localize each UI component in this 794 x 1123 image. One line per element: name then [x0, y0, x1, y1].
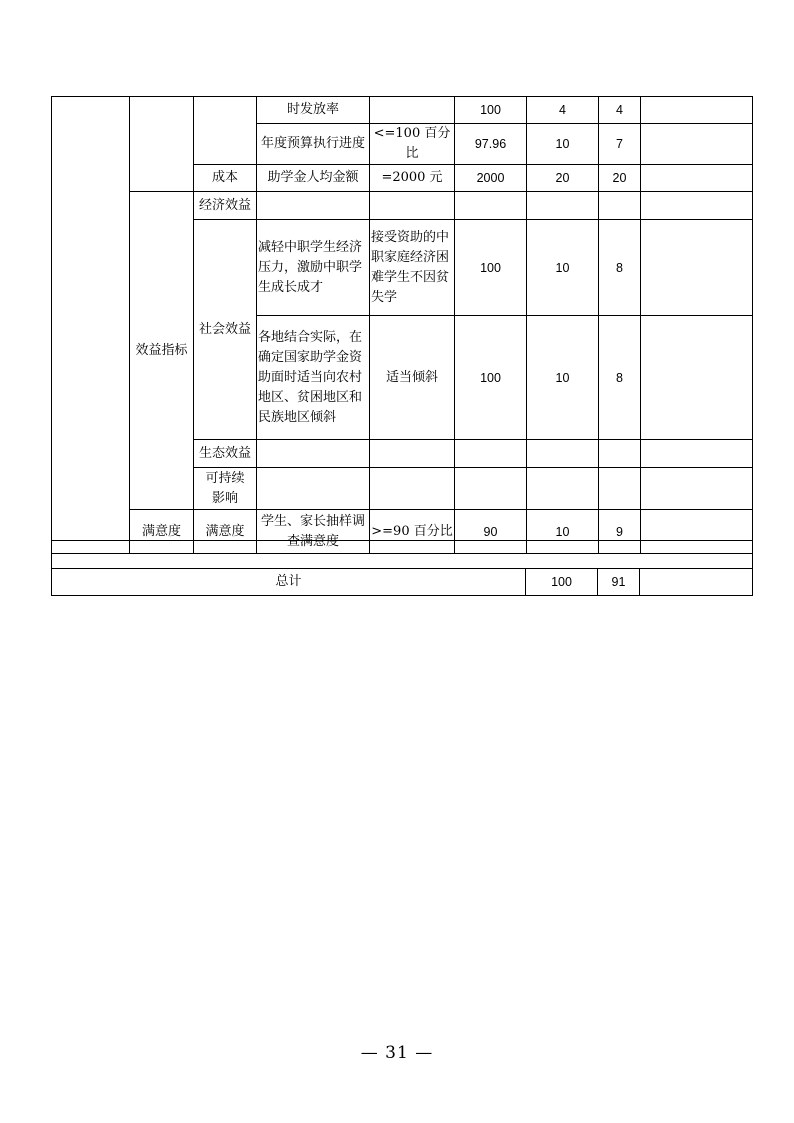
total-label: 总计: [52, 569, 526, 596]
page-number: — 31 —: [360, 1043, 434, 1063]
indicator-cell: 学生、家长抽样调查满意度: [257, 510, 370, 554]
score-cell: 8: [599, 316, 641, 440]
target-cell: [370, 440, 455, 468]
indicator-cell: 时发放率: [257, 97, 370, 124]
level2-cell: 满意度: [130, 510, 194, 554]
level3-cell: 可持续影响: [194, 468, 257, 510]
weight-cell: 10: [527, 220, 599, 316]
score-cell: [599, 192, 641, 220]
level2-cell: 效益指标: [130, 192, 194, 510]
table-row: [52, 192, 753, 220]
score-cell: 9: [599, 510, 641, 554]
level3-cell: 经济效益: [194, 192, 257, 220]
note-cell: [641, 440, 753, 468]
level1-cell: [52, 97, 130, 554]
level2-cell: [130, 97, 194, 192]
weight-cell: 20: [527, 165, 599, 192]
target-cell: [370, 97, 455, 124]
actual-cell: 100: [455, 220, 527, 316]
indicator-cell: 各地结合实际，在确定国家助学金资助面时适当向农村地区、贫困地区和民族地区倾斜: [257, 316, 370, 440]
actual-cell: 100: [455, 316, 527, 440]
actual-cell: 100: [455, 97, 527, 124]
score-cell: [599, 468, 641, 510]
note-cell: [641, 97, 753, 124]
level3-cell: 社会效益: [194, 220, 257, 440]
score-cell: [599, 440, 641, 468]
total-score: 91: [598, 569, 640, 596]
score-cell: 4: [599, 97, 641, 124]
indicator-cell: [257, 192, 370, 220]
total-weight: 100: [526, 569, 598, 596]
note-cell: [641, 468, 753, 510]
actual-cell: 90: [455, 510, 527, 554]
performance-table: [51, 96, 753, 554]
actual-cell: 2000: [455, 165, 527, 192]
target-cell: >=90 百分比: [370, 510, 455, 554]
blank-row: [52, 541, 753, 569]
weight-cell: [527, 192, 599, 220]
note-cell: [641, 316, 753, 440]
weight-cell: [527, 468, 599, 510]
blank-cell: [52, 541, 753, 569]
actual-cell: 97.96: [455, 124, 527, 165]
weight-cell: 10: [527, 510, 599, 554]
weight-cell: [527, 440, 599, 468]
note-cell: [641, 165, 753, 192]
weight-cell: 10: [527, 316, 599, 440]
score-cell: 8: [599, 220, 641, 316]
total-note: [640, 569, 753, 596]
target-cell: =2000 元: [370, 165, 455, 192]
level3-cell: 满意度: [194, 510, 257, 554]
actual-cell: [455, 468, 527, 510]
target-cell: [370, 468, 455, 510]
target-cell: 适当倾斜: [370, 316, 455, 440]
score-cell: 7: [599, 124, 641, 165]
total-row: [52, 569, 753, 596]
actual-cell: [455, 440, 527, 468]
note-cell: [641, 192, 753, 220]
total-table: [51, 540, 753, 596]
level3-cell: 生态效益: [194, 440, 257, 468]
indicator-cell: [257, 468, 370, 510]
target-cell: <=100 百分比: [370, 124, 455, 165]
note-cell: [641, 124, 753, 165]
actual-cell: [455, 192, 527, 220]
weight-cell: 10: [527, 124, 599, 165]
level3-cell: 成本: [194, 165, 257, 192]
target-cell: [370, 192, 455, 220]
indicator-cell: 年度预算执行进度: [257, 124, 370, 165]
indicator-cell: 助学金人均金额: [257, 165, 370, 192]
level3-cell: [194, 97, 257, 165]
score-cell: 20: [599, 165, 641, 192]
weight-cell: 4: [527, 97, 599, 124]
indicator-cell: 减轻中职学生经济压力，激励中职学生成长成才: [257, 220, 370, 316]
target-cell: 接受资助的中职家庭经济困难学生不因贫失学: [370, 220, 455, 316]
table-row: [52, 97, 753, 124]
note-cell: [641, 220, 753, 316]
indicator-cell: [257, 440, 370, 468]
